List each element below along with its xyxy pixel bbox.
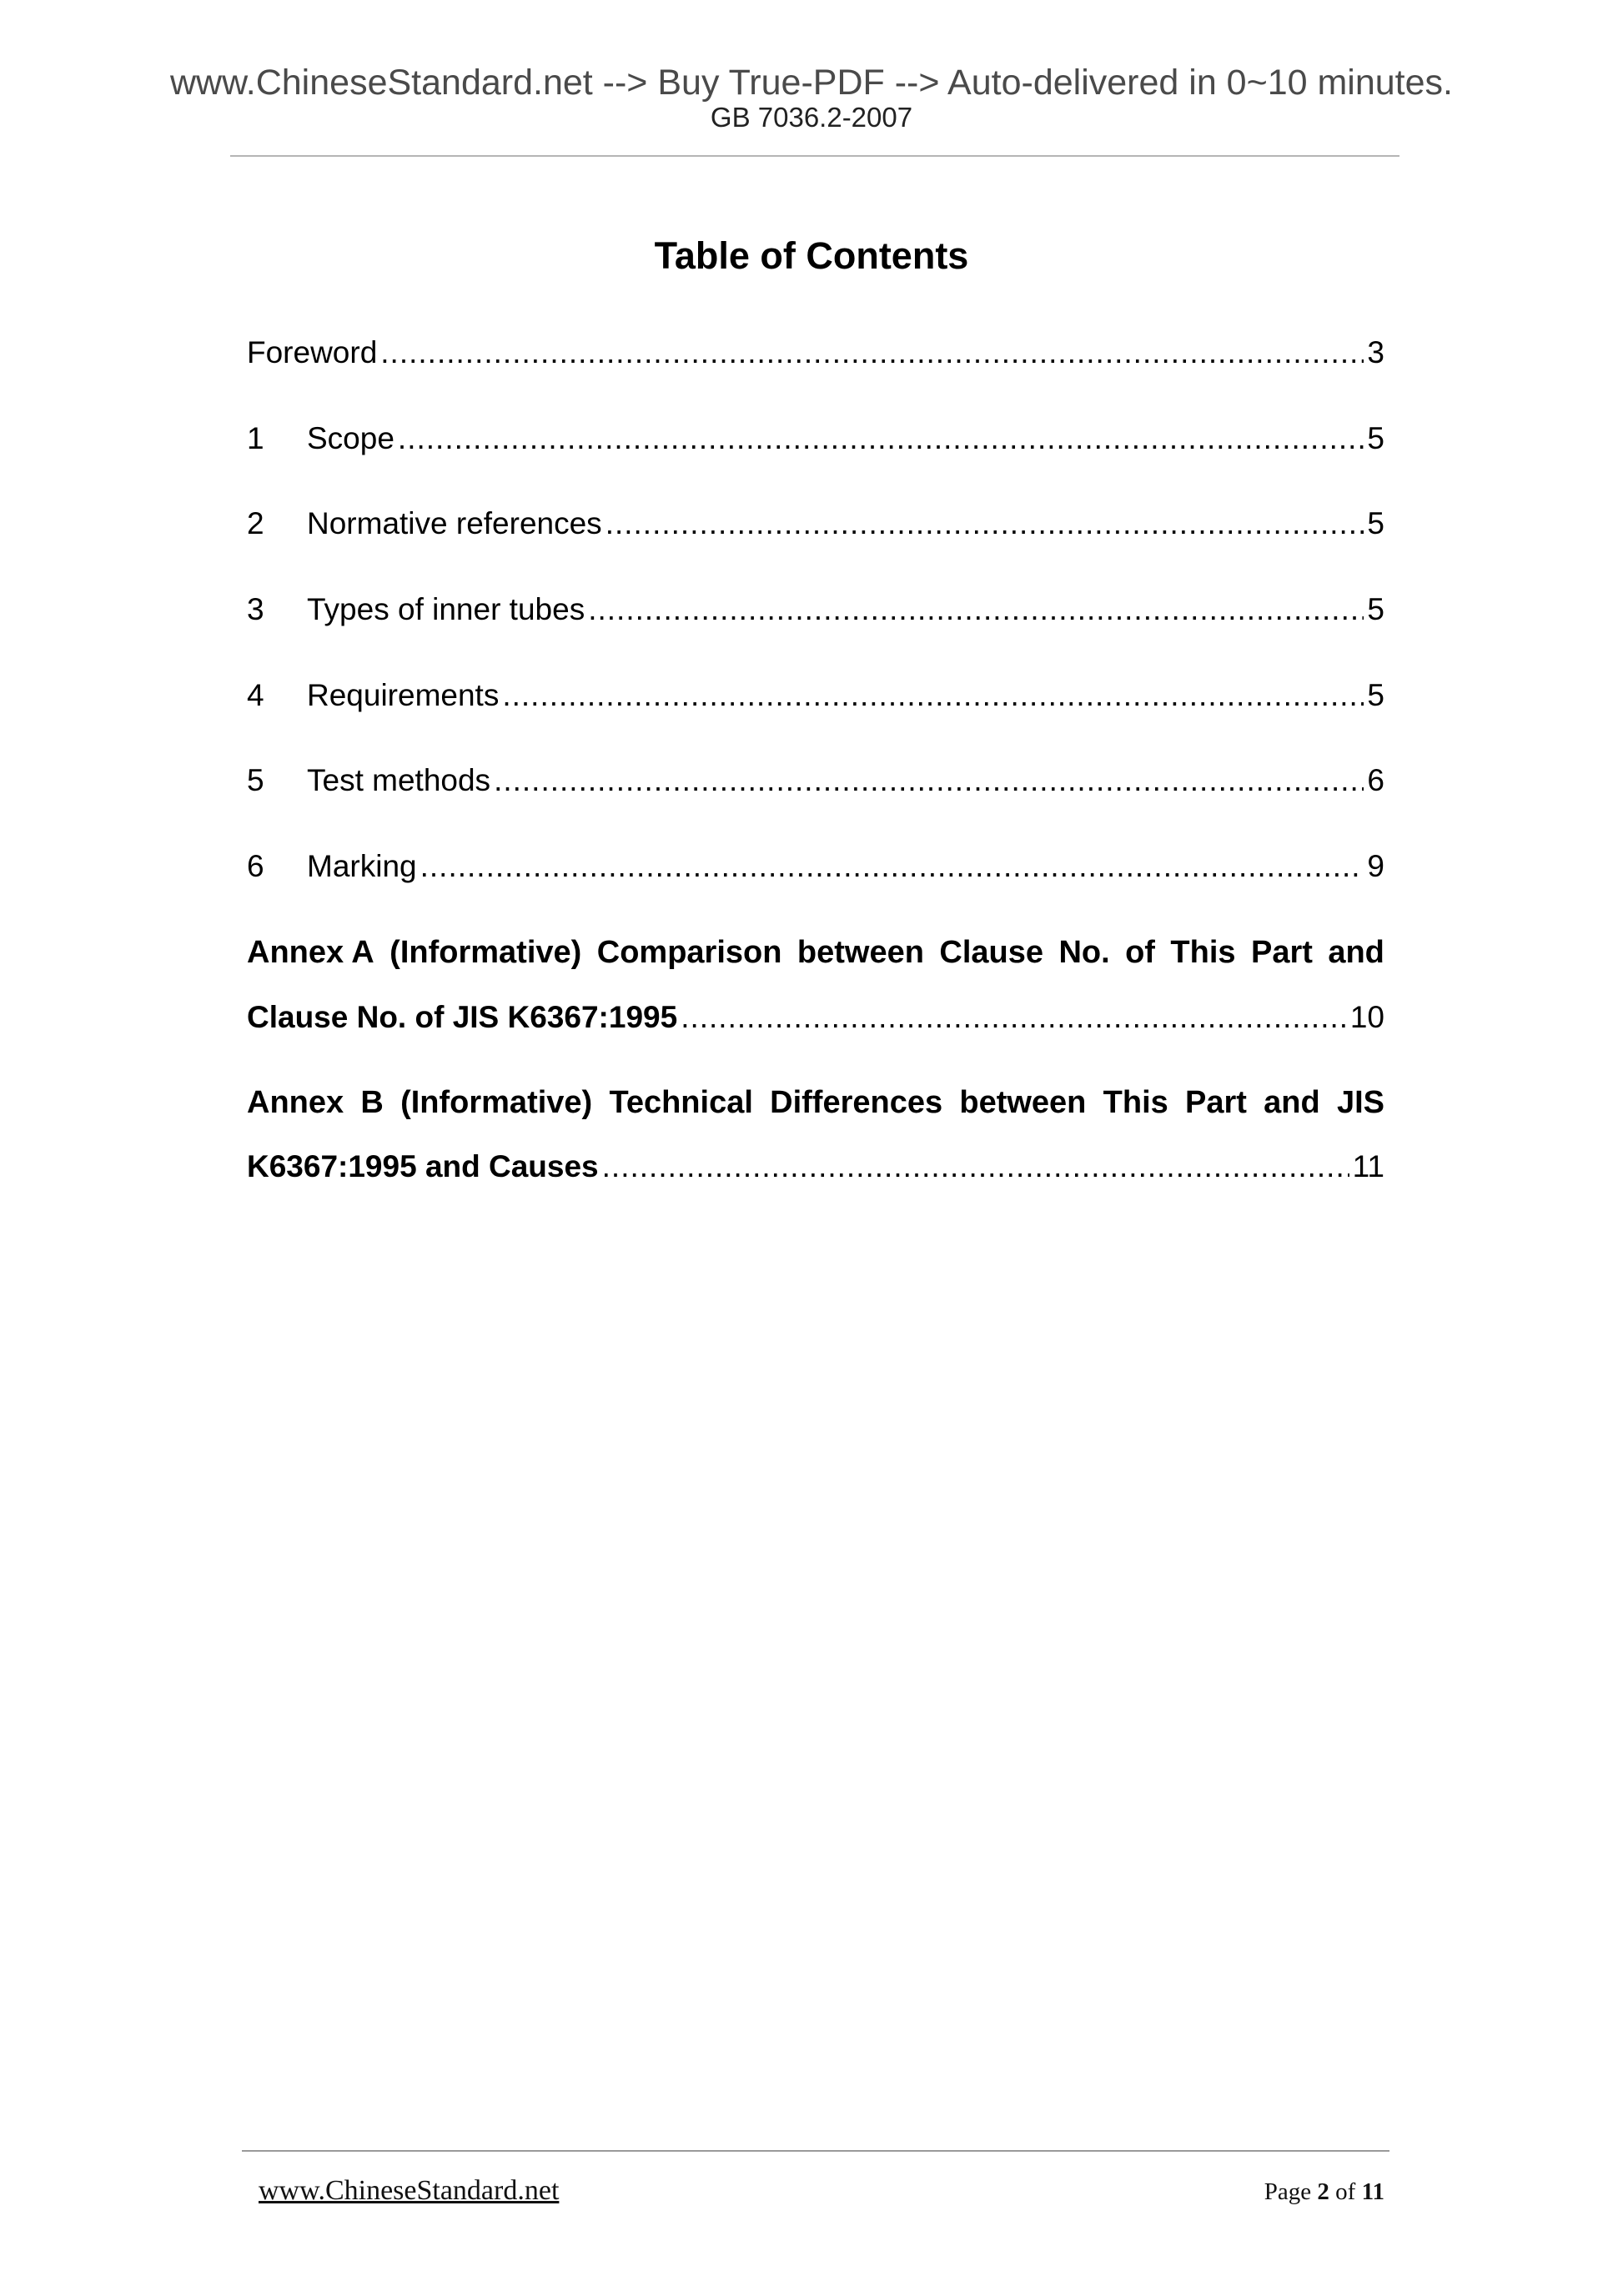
annex-title-word: between bbox=[959, 1085, 1087, 1120]
annex-title-word: This bbox=[1170, 935, 1236, 970]
annex-title-word: No. bbox=[1058, 935, 1110, 970]
annex-title-word: (Informative) bbox=[389, 935, 582, 970]
toc-entry-label: Types of inner tubes bbox=[307, 592, 585, 626]
dot-leader bbox=[602, 1151, 1349, 1182]
toc-entry-label: Requirements bbox=[307, 678, 500, 712]
toc-entry-scope[interactable] bbox=[247, 423, 1384, 454]
toc-entry-label: Marking bbox=[307, 849, 417, 883]
toc-annex-a-line1[interactable] bbox=[247, 937, 1384, 968]
toc-entry-number: 3 bbox=[247, 592, 264, 626]
toc-annex-b-line1[interactable] bbox=[247, 1087, 1384, 1118]
annex-title-word: Technical bbox=[609, 1085, 753, 1120]
toc-entry-label: Test methods bbox=[307, 763, 491, 797]
annex-title-word: Part bbox=[1250, 935, 1313, 970]
dot-leader bbox=[605, 508, 1364, 539]
toc-entry-page: 10 bbox=[1349, 1000, 1384, 1034]
toc-entry-page: 5 bbox=[1367, 678, 1384, 712]
footer-divider bbox=[242, 2150, 1389, 2152]
toc-entry-page: 5 bbox=[1367, 506, 1384, 540]
toc-entry-label: K6367:1995 and Causes bbox=[247, 1149, 599, 1183]
toc-entry-number: 2 bbox=[247, 506, 264, 540]
source-banner: www.ChineseStandard.net --> Buy True-PDF --> Auto-delivered in 0~10 minutes. bbox=[169, 63, 1453, 103]
toc-entry-number: 6 bbox=[247, 849, 264, 883]
annex-title-word: and bbox=[1264, 1085, 1320, 1120]
toc-entry-foreword[interactable] bbox=[247, 337, 1384, 368]
annex-title-word: B bbox=[360, 1085, 384, 1120]
dot-leader bbox=[380, 337, 1364, 368]
toc-entry-page: 5 bbox=[1367, 592, 1384, 626]
toc-entry-number: 4 bbox=[247, 678, 264, 712]
dot-leader bbox=[681, 1002, 1347, 1032]
annex-title-word: and bbox=[1328, 935, 1384, 970]
annex-title-word: Clause bbox=[939, 935, 1043, 970]
toc-entry-page: 6 bbox=[1367, 763, 1384, 797]
annex-title-word: Differences bbox=[770, 1085, 943, 1120]
page-prefix: Page bbox=[1264, 2178, 1318, 2205]
toc-entry-page: 5 bbox=[1367, 421, 1384, 455]
page-of: of bbox=[1329, 2178, 1362, 2205]
toc-entry-annex-a[interactable] bbox=[247, 1002, 1384, 1032]
toc-entry-label: Clause No. of JIS K6367:1995 bbox=[247, 1000, 678, 1034]
toc-entry-page: 9 bbox=[1367, 849, 1384, 883]
toc-entry-requirements[interactable] bbox=[247, 680, 1384, 711]
annex-title-word: JIS bbox=[1336, 1085, 1384, 1120]
annex-title-word: (Informative) bbox=[400, 1085, 593, 1120]
toc-entry-page: 11 bbox=[1352, 1149, 1384, 1183]
annex-title-word: Comparison bbox=[596, 935, 782, 970]
total-pages: 11 bbox=[1361, 2178, 1384, 2205]
toc-entry-label: Normative references bbox=[307, 506, 602, 540]
toc-entry-label: Scope bbox=[307, 421, 394, 455]
annex-title-word: Annex bbox=[247, 1085, 344, 1120]
toc-entry-test-methods[interactable] bbox=[247, 765, 1384, 796]
dot-leader bbox=[398, 423, 1364, 454]
toc-entry-label: Foreword bbox=[247, 335, 378, 369]
toc-entry-page: 3 bbox=[1367, 335, 1384, 369]
dot-leader bbox=[588, 594, 1364, 625]
page-title: Table of Contents bbox=[654, 234, 969, 277]
annex-title-word: Part bbox=[1185, 1085, 1247, 1120]
header-divider bbox=[230, 155, 1399, 157]
toc-entry-number: 5 bbox=[247, 763, 264, 797]
annex-title-word: of bbox=[1125, 935, 1155, 970]
toc-entry-number: 1 bbox=[247, 421, 264, 455]
annex-title-word: Annex A bbox=[247, 935, 374, 970]
document-id: GB 7036.2-2007 bbox=[710, 102, 913, 133]
footer-website-link[interactable]: www.ChineseStandard.net bbox=[259, 2175, 560, 2206]
dot-leader bbox=[420, 851, 1364, 882]
annex-title-word: This bbox=[1103, 1085, 1168, 1120]
annex-title-word: between bbox=[796, 935, 924, 970]
current-page: 2 bbox=[1317, 2178, 1329, 2205]
dot-leader bbox=[494, 765, 1364, 796]
toc-entry-marking[interactable] bbox=[247, 851, 1384, 882]
toc-entry-annex-b[interactable] bbox=[247, 1151, 1384, 1182]
dot-leader bbox=[502, 680, 1364, 711]
page-number bbox=[1264, 2180, 1384, 2204]
toc-entry-types-of-inner-tubes[interactable] bbox=[247, 594, 1384, 625]
toc-entry-normative-references[interactable] bbox=[247, 508, 1384, 539]
